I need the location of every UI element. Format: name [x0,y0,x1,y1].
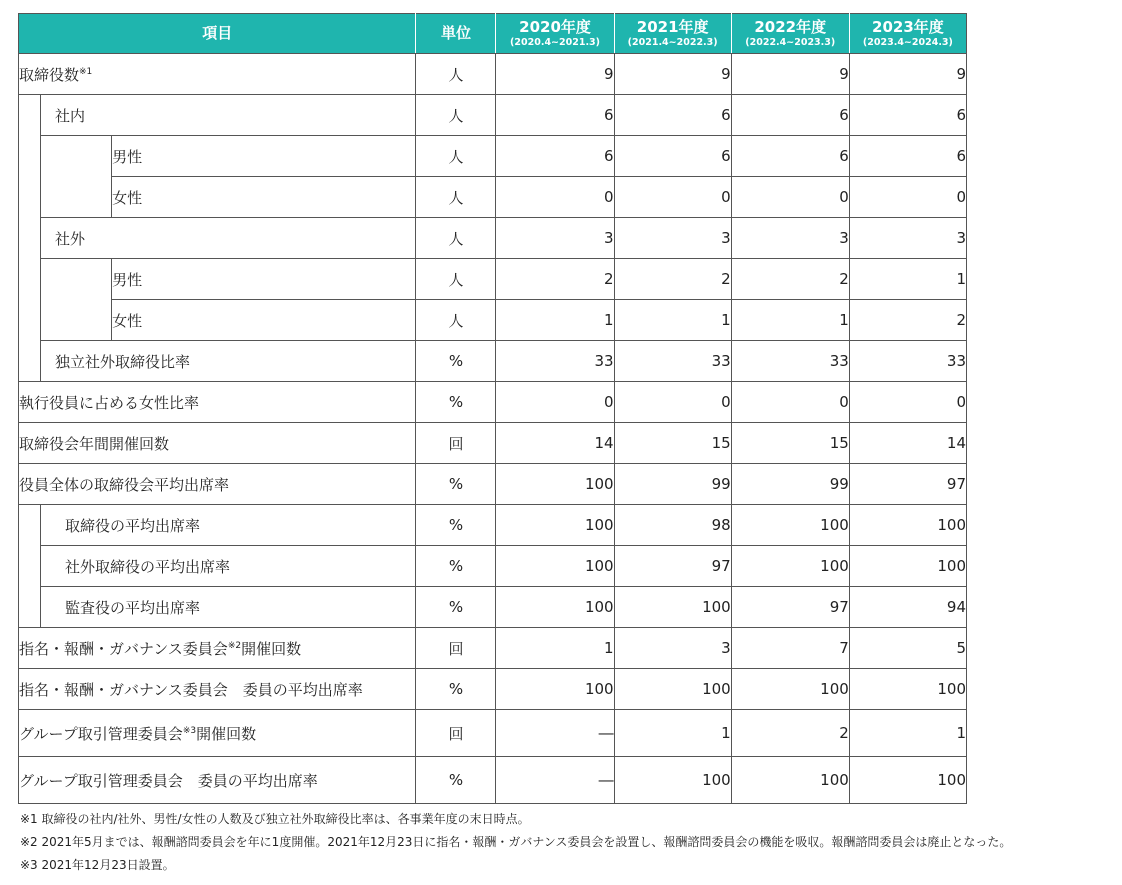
header-year [849,14,966,54]
row-value: 1 [614,300,731,341]
row-value: 33 [849,341,966,382]
row-label-text: 指名・報酬・ガバナンス委員会 [19,639,228,658]
row-value: 97 [731,587,849,628]
row-value: 15 [731,423,849,464]
row-value: 99 [731,464,849,505]
row-value: 6 [731,136,849,177]
row-value: 9 [849,54,966,95]
row-unit: % [416,587,496,628]
row-value: 100 [731,546,849,587]
row-unit: 回 [416,628,496,669]
row-unit: % [416,464,496,505]
table-row [19,423,967,464]
row-value: 6 [614,95,731,136]
row-value: ― [496,757,614,804]
indent-cell [19,505,41,628]
row-value: 100 [496,669,614,710]
row-unit: % [416,757,496,804]
footnotes [20,808,1011,877]
header-item: 項目 [19,14,416,54]
row-value: 2 [731,710,849,757]
row-value: 94 [849,587,966,628]
header-year-label: 2022年度 [754,18,827,37]
row-unit: 回 [416,710,496,757]
row-label: 取締役の平均出席率 [41,505,416,546]
row-value: 0 [731,382,849,423]
row-value: 1 [496,300,614,341]
table-row [19,710,967,757]
row-value: 3 [614,628,731,669]
indent-cell [41,136,112,218]
row-value: 100 [849,757,966,804]
row-unit: 人 [416,95,496,136]
row-label: 社内 [41,95,416,136]
row-value: 1 [731,300,849,341]
row-value: 3 [614,218,731,259]
row-label: 女性 [112,300,416,341]
table-row [19,218,967,259]
footnote-marker: ※2 [227,640,242,651]
row-value: 2 [614,259,731,300]
table-row [19,587,967,628]
row-value: 100 [731,757,849,804]
header-year-range: (2020.4~2021.3) [510,36,601,48]
header-unit: 単位 [416,14,496,54]
row-value: 15 [614,423,731,464]
row-value: 0 [731,177,849,218]
row-value: 100 [496,464,614,505]
footnote-marker: ※3 [182,725,197,736]
row-label: 役員全体の取締役会平均出席率 [19,464,416,505]
row-value: 33 [731,341,849,382]
row-value: 6 [849,136,966,177]
row-value: 9 [496,54,614,95]
row-unit: % [416,341,496,382]
row-value: 9 [614,54,731,95]
row-value: 3 [849,218,966,259]
row-value: 0 [614,177,731,218]
row-unit: 人 [416,300,496,341]
row-value: 100 [496,587,614,628]
row-value: 2 [849,300,966,341]
header-year-label: 2020年度 [519,18,591,37]
row-value: 1 [849,259,966,300]
row-value: 2 [496,259,614,300]
table-row [19,505,967,546]
row-unit: % [416,382,496,423]
row-value: 100 [496,505,614,546]
row-value: 6 [496,95,614,136]
row-value: 100 [731,505,849,546]
row-value: 2 [731,259,849,300]
indent-cell [19,95,41,382]
row-value: 0 [496,177,614,218]
row-value: 6 [731,95,849,136]
table-row [19,259,967,300]
row-value: 0 [849,382,966,423]
row-label: 独立社外取締役比率 [41,341,416,382]
row-label [19,54,416,95]
row-value: 97 [849,464,966,505]
row-value: ― [496,710,614,757]
row-value: 1 [614,710,731,757]
row-label [19,710,416,757]
row-unit: 回 [416,423,496,464]
row-value: 0 [614,382,731,423]
table-row [19,757,967,804]
row-value: 33 [496,341,614,382]
row-value: 3 [496,218,614,259]
table-row [19,628,967,669]
row-value: 100 [614,757,731,804]
row-value: 100 [849,505,966,546]
footnote: ※3 2021年12月23日設置。 [20,858,175,872]
row-value: 100 [614,669,731,710]
row-value: 9 [731,54,849,95]
row-label-text: 取締役数 [19,65,80,84]
row-unit: % [416,505,496,546]
header-row [19,14,967,54]
row-value: 1 [849,710,966,757]
header-year [614,14,731,54]
row-unit: 人 [416,218,496,259]
row-value: 0 [496,382,614,423]
row-unit: 人 [416,136,496,177]
row-value: 6 [496,136,614,177]
footnote: ※1 取締役の社内/社外、男性/女性の人数及び独立社外取締役比率は、各事業年度の末日時点。 [20,812,530,826]
table-row [19,177,967,218]
row-value: 7 [731,628,849,669]
row-value: 100 [731,669,849,710]
header-year [731,14,849,54]
table-row [19,136,967,177]
row-label: グループ取引管理委員会 委員の平均出席率 [19,757,416,804]
row-value: 5 [849,628,966,669]
header-year-label: 2023年度 [872,18,944,37]
row-label: 指名・報酬・ガバナンス委員会 委員の平均出席率 [19,669,416,710]
header-year-label: 2021年度 [636,18,709,37]
header-year-range: (2023.4~2024.3) [862,36,953,48]
row-label: 取締役会年間開催回数 [19,423,416,464]
row-value: 98 [614,505,731,546]
row-unit: 人 [416,54,496,95]
table-row [19,546,967,587]
row-label: 監査役の平均出席率 [41,587,416,628]
row-value: 0 [849,177,966,218]
row-label: 男性 [112,136,416,177]
table-row [19,300,967,341]
row-value: 6 [849,95,966,136]
footnote: ※2 2021年5月までは、報酬諮問委員会を年に1度開催。2021年12月23日に指名・報酬・ガバナンス委員会を設置し、報酬諮問委員会の機能を吸収。報酬諮問委員会は廃止となった。 [20,835,1012,849]
row-label-suffix: 開催回数 [241,639,302,658]
row-value: 100 [849,669,966,710]
row-label: 女性 [112,177,416,218]
row-value: 100 [849,546,966,587]
row-value: 14 [849,423,966,464]
row-unit: 人 [416,259,496,300]
indent-cell [41,259,112,341]
row-value: 14 [496,423,614,464]
header-year [496,14,614,54]
row-value: 1 [496,628,614,669]
row-unit: % [416,546,496,587]
row-label: 執行役員に占める女性比率 [19,382,416,423]
row-value: 99 [614,464,731,505]
footnote-marker: ※1 [79,66,93,77]
row-label-suffix: 開催回数 [196,724,257,743]
row-label [19,628,416,669]
table-row [19,95,967,136]
row-unit: 人 [416,177,496,218]
row-label: 社外取締役の平均出席率 [41,546,416,587]
row-value: 97 [614,546,731,587]
row-value: 3 [731,218,849,259]
table-row [19,669,967,710]
row-unit: % [416,669,496,710]
row-label: 男性 [112,259,416,300]
row-value: 100 [614,587,731,628]
table-row [19,341,967,382]
row-label-text: グループ取引管理委員会 [19,724,183,743]
header-year-range: (2022.4~2023.3) [745,36,836,48]
table-row [19,464,967,505]
table-row [19,54,967,95]
row-label: 社外 [41,218,416,259]
row-value: 100 [496,546,614,587]
table-row [19,382,967,423]
governance-table [18,13,967,804]
row-value: 33 [614,341,731,382]
row-value: 6 [614,136,731,177]
header-year-range: (2021.4~2022.3) [627,36,718,48]
